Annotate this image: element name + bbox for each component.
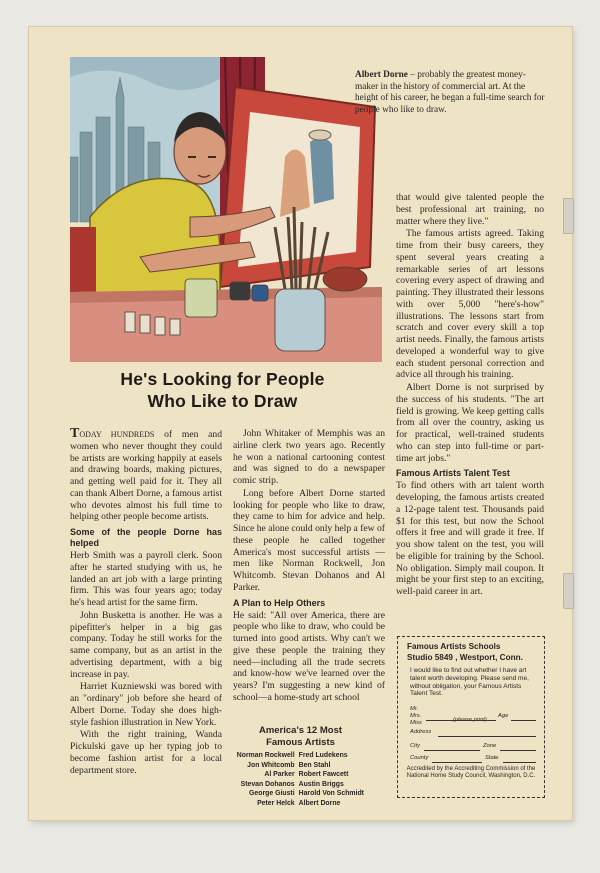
artists-row (233, 751, 368, 761)
artist-name: George Giusti (249, 790, 295, 798)
coupon-state-field[interactable] (503, 762, 536, 763)
coupon-label-mrs: Mrs. (410, 713, 422, 719)
subhead-plan: A Plan to Help Others (233, 597, 326, 608)
coupon-zone-field[interactable] (500, 750, 536, 751)
staple (563, 198, 574, 234)
coupon-county-field[interactable] (432, 762, 482, 763)
paragraph-long-before: Long before Albert Dorne started looking for people who like to draw, they came to him for advice and help. Since he alone could only help a few of these people he called together America's most successful artists —men like Norman Rockwell, Jon Whitcomb. Stevan Dohanos and Al Parker. (233, 487, 385, 593)
subhead-talent-test: Famous Artists Talent Test (396, 468, 510, 479)
coupon-label-miss: Miss (410, 720, 422, 726)
artist-name: Austin Briggs (298, 780, 344, 788)
coupon-city-field[interactable] (424, 750, 480, 751)
coupon-label-address: Address (410, 729, 432, 735)
artist-name: Al Parker (264, 771, 295, 779)
artists-title-line1: America's 12 Most (258, 725, 343, 736)
paragraph-john-whitaker: John Whitaker of Memphis was an airline clerk two years ago. Recently he won a national cartooning contest and was signed to do a newspaper comic strip. (233, 428, 385, 486)
subhead-people-helped: Some of the people Dorne has helped (70, 527, 222, 548)
illustration-caption (355, 70, 545, 116)
paragraph-not-surprised: Albert Dorne is not surprised by the success of his students. "The art field is growing. We keep getting calls from all over the country, asking us for practical, well-trained students who can step into full-time or part-time art jobs." (396, 382, 544, 464)
headline-line1: He's Looking for People (120, 369, 325, 389)
albert-dorne-illustration (70, 57, 382, 362)
coupon-name-field[interactable] (426, 720, 496, 721)
artist-name: Norman Rockwell (236, 752, 295, 759)
coupon-studio-address: Studio 5849 , Westport, Conn. (407, 652, 523, 662)
mail-coupon[interactable] (397, 636, 545, 798)
paragraph-he-said: He said: "All over America, there are people who like to draw, who could be turned into good artists. Why can't we give these people the training they need—including all the trade secrets and know-how we've learned over the years? I'm suggesting a new kind of school—a home-study art school (233, 609, 385, 703)
headline (70, 368, 375, 412)
artists-row (233, 761, 368, 771)
coupon-address-field[interactable] (438, 736, 536, 737)
artists-row (233, 780, 368, 790)
caption-name: Albert Dorne (355, 70, 408, 80)
famous-artists-list (233, 725, 368, 809)
coupon-label-county: County (410, 755, 429, 761)
artists-title-line2: Famous Artists (266, 736, 335, 748)
paragraph-harriet: Harriet Kuzniewski was bored with an "ordinary" job before she heard of Albert Dorne. Today she does high-style fashion illustration in New York. (70, 681, 222, 728)
artist-name: Ben Stahl (298, 761, 331, 769)
article-column-1 (70, 428, 222, 777)
artists-row (233, 770, 368, 780)
coupon-accreditation: Accredited by the Accrediting Commission of the National Home Study Council, Washington, D.C. (406, 766, 536, 780)
artist-name: Jon Whitcomb (247, 761, 295, 769)
intro-paragraph (70, 428, 222, 523)
artists-row (233, 789, 368, 799)
coupon-label-mr: Mr. (410, 706, 419, 712)
coupon-label-print: (please print) (453, 717, 487, 723)
headline-line2: Who Like to Draw (147, 391, 298, 411)
paragraph-john-busketta: John Busketta is another. He was a pipefitter's helper in a big gas company. Today he still works for the same company, but as an artist in the advertising department, with a big increase in pay. (70, 609, 222, 680)
coupon-age-field[interactable] (511, 720, 536, 721)
coupon-school-name: Famous Artists Schools (407, 642, 501, 651)
artist-name: Harold Von Schmidt (298, 790, 364, 798)
paragraph-herb-smith: Herb Smith was a payroll clerk. Soon after he started studying with us, he landed an art job with a large printing firm. This was four years ago; today he's head artist for the same firm. (70, 550, 222, 608)
coupon-label-zone: Zone (483, 743, 497, 749)
caption-text: – probably the greatest money-maker in the history of commercial art. At the height of his career, he began a full-time search for people who like to draw. (355, 70, 545, 115)
coupon-label-age: Age (498, 713, 509, 719)
artist-name: Stevan Dohanos (240, 780, 295, 788)
article-column-2 (233, 428, 385, 705)
artist-name: Robert Fawcett (298, 771, 349, 779)
artists-table (233, 751, 368, 809)
paragraph-talent-test: To find others with art talent worth developing, the famous artists created a 12-page talent test. Thousands paid $1 for this test, but now the School offers it free and will grade it free. If you show talent on the test, you will be eligible for training by the School. No obligation. Simply mail coupon. It might be your first step to an exciting, well-paid career in art. (396, 480, 544, 597)
paragraph-wanda: With the right training, Wanda Pickulski gave up her typing job to become fashion artist for a local department store. (70, 729, 222, 776)
coupon-label-city: City (410, 743, 420, 749)
coupon-label-state: State (485, 755, 499, 761)
artist-name: Peter Helck (257, 799, 295, 807)
article-column-3 (396, 192, 544, 599)
staple (563, 573, 574, 609)
artist-name: Fred Ludekens (298, 752, 348, 759)
intro-smallcaps: ODAY HUNDREDS (79, 430, 155, 439)
intro-text: of men and women who never thought they could be artists are working happily at easels and drawing boards, making pictures, and getting well paid for it. They all can thank Albert Dorne, a famous artist who devotes almost his full time to helping other people become artists. (70, 429, 222, 523)
paragraph-artists-agreed: The famous artists agreed. Taking time from their busy careers, they spent several years creating a remarkable series of art lessons covering every aspect of drawing and painting. They illustrated their lessons with over 5,000 "here's-how" illustrations. The lessons start from scratch and cover every skill a top artist needs. Finally, the famous artists developed a wonderful way to give each student personal correction and advice all through his training. (396, 228, 544, 381)
artist-name: Albert Dorne (298, 799, 341, 807)
drop-cap: T (70, 426, 80, 441)
coupon-body-text: I would like to find out whether I have art talent worth developing. Please send me, without obligation, your Famous Artists Talent Test. (410, 667, 529, 698)
artists-row (233, 799, 368, 809)
paragraph-continuation: that would give talented people the best professional art training, no matter where they live." (396, 192, 544, 227)
